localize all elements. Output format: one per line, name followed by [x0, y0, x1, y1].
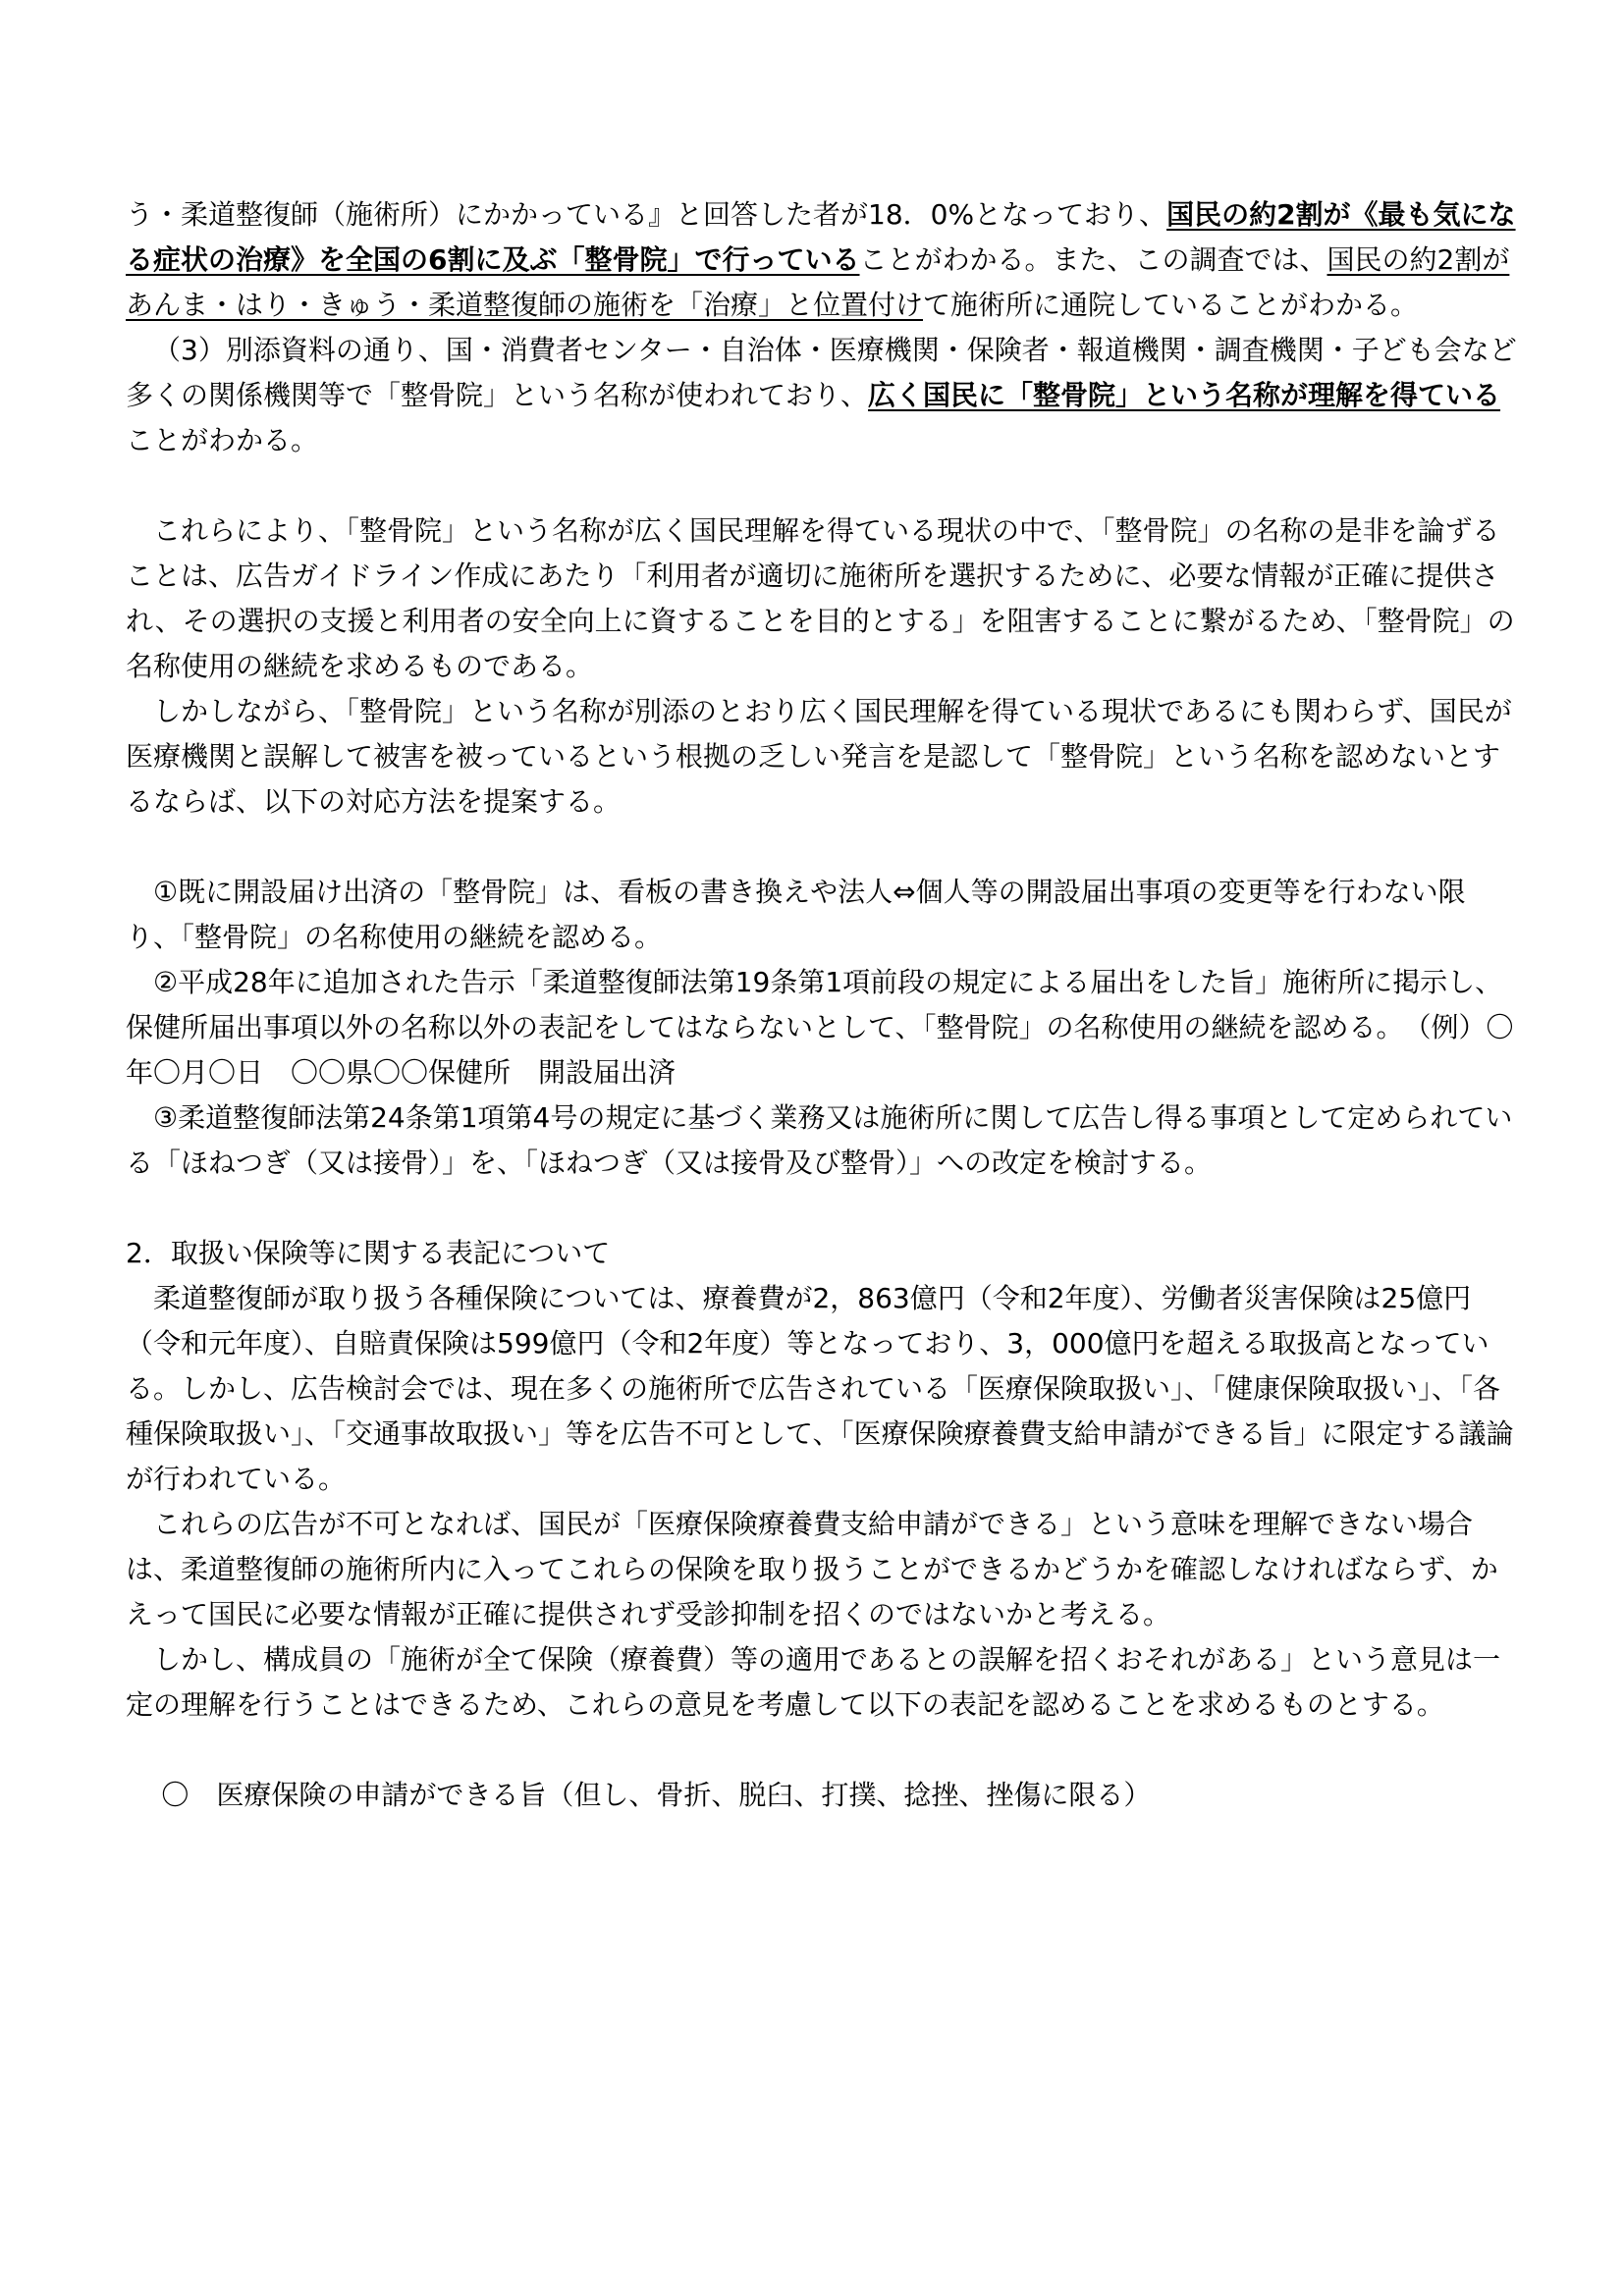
text-segment: ことがわかる。 [126, 424, 319, 456]
paragraph-proposal-intro: しかしながら、「整骨院」という名称が別添のとおり広く国民理解を得ている現状であるにも関わらず、国民が医療機関と誤解して被害を被っているという根拠の乏しい発言を是認して「整骨院」という名称を認めないとするならば、以下の対応方法を提案する。 [126, 695, 1512, 818]
paragraph-related-organizations [126, 328, 1520, 463]
blank-line [126, 1728, 1520, 1773]
paragraph-insurance-concern: これらの広告が不可となれば、国民が「医療保険療養費支給申請ができる」という意味を理解できない場合は、柔道整復師の施術所内に入ってこれらの保険を取り扱うことができるかどうかを確認しなければならず、かえって国民に必要な情報が正確に提供されず受診抑制を招くのではないかと考える。 [126, 1508, 1498, 1630]
proposal-item-2: ②平成28年に追加された告示「柔道整復師法第19条第1項前段の規定による届出をした旨」施術所に掲示し、保健所届出事項以外の名称以外の表記をしてはならないとして、「整骨院」の名称使用の継続を認める。 （例）〇年〇月〇日 〇〇県〇〇保健所 開設届出済 [126, 966, 1514, 1089]
document-body [126, 192, 1520, 1818]
text-segment: ことがわかる。また、この調査では、 [859, 243, 1327, 276]
paragraph-insurance-amounts: 柔道整復師が取り扱う各種保険については、療養費が2，863億円（令和2年度）、労働者災害保険は25億円（令和元年度）、自賠責保険は599億円（令和2年度）等となっており、3，000億円を超える取扱高となっている。しかし、広告検討会では、現在多くの施術所で広告されている「医療保険取扱い」、「健康保険取扱い」、「各種保険取扱い」、「交通事故取扱い」等を広告不可として、「医療保険療養費支給申請ができる旨」に限定する議論が行われている。 [126, 1282, 1514, 1495]
emphasis-underlined-bold: 国民の約2割が《最も気になる症状の治療》を全国の6割に及ぶ「整骨院」で行っている [126, 198, 1516, 276]
emphasis-underlined: 国民の約2割があんま・はり・きゅう・柔道整復師の施術を「治療」と位置付け [126, 243, 1510, 321]
paragraph-survey-result [126, 192, 1520, 328]
emphasis-underlined-bold: 広く国民に「整骨院」という名称が理解を得ている [868, 379, 1501, 411]
proposal-item-1: ①既に開設届け出済の「整骨院」は、看板の書き換えや法人⇔個人等の開設届出事項の変更等を行わない限り、「整骨院」の名称使用の継続を認める。 [126, 876, 1466, 953]
bullet-item: 〇 医療保険の申請ができる旨（但し、骨折、脱臼、打撲、捻挫、挫傷に限る） [161, 1779, 1152, 1811]
blank-line [126, 463, 1520, 508]
proposal-item-3: ③柔道整復師法第24条第1項第4号の規定に基づく業務又は施術所に関して広告し得る事項として定められている「ほねつぎ（又は接骨）」を、「ほねつぎ（又は接骨及び整骨）」への改定を検討する。 [126, 1101, 1513, 1179]
text-segment: て施術所に通院していることがわかる。 [923, 289, 1419, 321]
blank-line [126, 1186, 1520, 1231]
text-segment: （3）別添資料の通り、国・消費者センター・自治体・医療機関・保険者・報道機関・調査機関・子ども会など多くの関係機関等で「整骨院」という名称が使われており、 [126, 334, 1517, 411]
text-segment: う・柔道整復師（施術所）にかかっている』と回答した者が18．0%となっており、 [126, 198, 1167, 231]
blank-line [126, 825, 1520, 870]
paragraph-conclusion: これらにより、「整骨院」という名称が広く国民理解を得ている現状の中で、「整骨院」の名称の是非を論ずることは、広告ガイドライン作成にあたり「利用者が適切に施術所を選択するために、必要な情報が正確に提供され、その選択の支援と利用者の安全向上に資することを目的とする」を阻害することに繋がるため、「整骨院」の名称使用の継続を求めるものである。 [126, 514, 1515, 682]
section-heading-insurance: 2．取扱い保険等に関する表記について [126, 1237, 611, 1269]
paragraph-insurance-request: しかし、構成員の「施術が全て保険（療養費）等の適用であるとの誤解を招くおそれがある」という意見は一定の理解を行うことはできるため、これらの意見を考慮して以下の表記を認めることを求めるものとする。 [126, 1643, 1501, 1721]
